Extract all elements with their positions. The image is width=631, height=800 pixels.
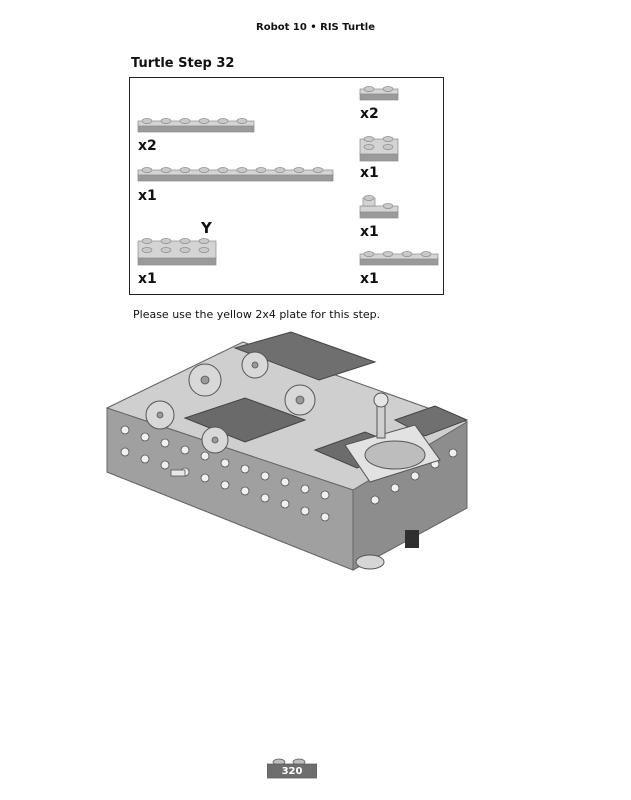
step-instruction: Please use the yellow 2x4 plate for this step.	[133, 308, 381, 321]
plate-2x4-qty: x1	[138, 271, 157, 287]
step-title: Turtle Step 32	[131, 56, 235, 71]
plate-1x4-qty: x1	[360, 271, 379, 287]
plate-1x2-image	[359, 83, 401, 103]
plate-1x10-image	[137, 165, 335, 185]
turtle-model-illustration	[95, 330, 475, 590]
page-number: 320	[281, 766, 303, 777]
running-header: Robot 10 • RIS Turtle	[256, 22, 375, 33]
plate-2x2-image	[359, 134, 401, 164]
parts-list-box	[129, 77, 444, 295]
plate-2x2-qty: x1	[360, 165, 379, 181]
plate-1x4-image	[359, 248, 441, 268]
plate-1x2-with-stud-image	[359, 192, 401, 222]
plate-1x2-with-stud-qty: x1	[360, 224, 379, 240]
plate-1x2-qty: x2	[360, 106, 379, 122]
plate-1x6-image	[137, 116, 257, 136]
plate-1x6-qty: x2	[138, 138, 157, 154]
yellow-color-tag: Y	[201, 219, 212, 237]
plate-1x10-qty: x1	[138, 188, 157, 204]
plate-2x4-image	[137, 235, 219, 269]
